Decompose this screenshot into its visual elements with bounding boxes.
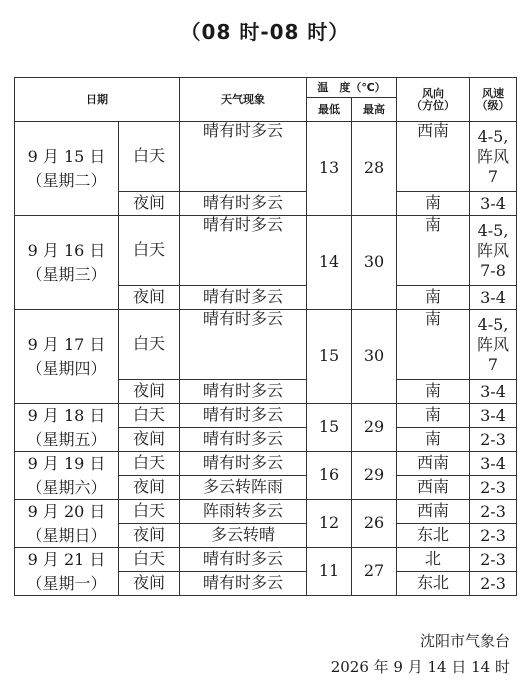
temp-min-cell: 15 [307,310,352,404]
weekday-label: （星期三） [26,264,107,284]
header-date: 日期 [15,78,180,122]
weather-cell: 晴有时多云 [180,216,307,286]
table-row [15,122,517,192]
header-min: 最低 [307,98,352,122]
period-label: 白天 [119,548,180,572]
period-label: 白天 [119,500,180,524]
date-label: 9 月 15 日 [27,147,106,167]
page-title: （08 时-08 时） [180,20,350,44]
issuing-office: 沈阳市气象台 [419,632,510,650]
table-row [15,310,517,380]
wind-dir-cell: 东北 [397,572,470,596]
weekday-label: （星期日） [26,525,107,545]
wind-speed-cell: 2-3 [470,572,517,596]
weather-cell: 晴有时多云 [180,286,307,310]
wind-dir-cell: 南 [397,404,470,428]
weather-cell: 晴有时多云 [180,572,307,596]
wind-speed-cell: 2-3 [470,548,517,572]
wind-dir-cell: 北 [397,548,470,572]
table-row [15,216,517,286]
date-cell [15,500,119,548]
temp-min-cell: 11 [307,548,352,596]
wind-dir-cell: 南 [397,192,470,216]
wind-speed-cell: 3-4 [470,380,517,404]
temp-max-cell: 29 [352,404,397,452]
wind-dir-cell: 南 [397,380,470,404]
wind-dir-cell: 西南 [397,452,470,476]
date-cell [15,122,119,216]
wind-speed-cell: 3-4 [470,286,517,310]
wind-speed-cell: 3-4 [470,404,517,428]
table-row [15,548,517,572]
wind-speed-cell: 2-3 [470,500,517,524]
temp-max-cell: 30 [352,310,397,404]
forecast-body [15,122,517,596]
weather-cell: 晴有时多云 [180,192,307,216]
header-temp: 温 度（℃） [307,78,397,98]
wind-speed-cell: 4-5, 阵风 7-8 [470,216,517,286]
weather-cell: 晴有时多云 [180,548,307,572]
weather-cell: 晴有时多云 [180,428,307,452]
weekday-label: （星期四） [26,358,107,378]
date-label: 9 月 16 日 [27,241,106,261]
temp-min-cell: 14 [307,216,352,310]
period-label: 白天 [119,452,180,476]
temp-max-cell: 27 [352,548,397,596]
date-label: 9 月 19 日 [27,454,106,474]
period-label: 夜间 [119,286,180,310]
weekday-label: （星期二） [26,170,107,190]
date-label: 9 月 21 日 [27,550,106,570]
period-label: 夜间 [119,572,180,596]
header-weather: 天气现象 [180,78,307,122]
wind-speed-cell: 2-3 [470,476,517,500]
period-label: 白天 [119,122,180,192]
wind-dir-cell: 西南 [397,500,470,524]
forecast-table [14,77,517,596]
wind-dir-cell: 西南 [397,476,470,500]
date-cell [15,548,119,596]
wind-speed-cell: 4-5, 阵风 7 [470,122,517,192]
weekday-label: （星期五） [26,429,107,449]
weather-cell: 晴有时多云 [180,380,307,404]
temp-min-cell: 16 [307,452,352,500]
header-max: 最高 [352,98,397,122]
table-row [15,500,517,524]
temp-max-cell: 30 [352,216,397,310]
temp-min-cell: 12 [307,500,352,548]
period-label: 白天 [119,404,180,428]
date-cell [15,404,119,452]
wind-dir-cell: 南 [397,216,470,286]
wind-speed-cell: 3-4 [470,452,517,476]
weather-cell: 阵雨转多云 [180,500,307,524]
wind-dir-cell: 南 [397,428,470,452]
weather-cell: 晴有时多云 [180,310,307,380]
header-wind-dir: 风向 （方位） [397,78,470,122]
table-row [15,404,517,428]
wind-dir-cell: 东北 [397,524,470,548]
temp-max-cell: 28 [352,122,397,216]
period-label: 夜间 [119,476,180,500]
weather-cell: 多云转阵雨 [180,476,307,500]
temp-max-cell: 26 [352,500,397,548]
temp-min-cell: 15 [307,404,352,452]
wind-speed-cell: 2-3 [470,428,517,452]
weather-cell: 多云转晴 [180,524,307,548]
wind-speed-cell: 3-4 [470,192,517,216]
wind-dir-cell: 南 [397,286,470,310]
period-label: 白天 [119,310,180,380]
wind-dir-cell: 西南 [397,122,470,192]
wind-speed-cell: 2-3 [470,524,517,548]
header-wind-speed: 风速 （级） [470,78,517,122]
date-cell [15,452,119,500]
date-label: 9 月 18 日 [27,406,106,426]
table-row [15,452,517,476]
weather-cell: 晴有时多云 [180,452,307,476]
period-label: 白天 [119,216,180,286]
issue-time: 2026 年 9 月 14 日 14 时 [330,658,510,676]
period-label: 夜间 [119,524,180,548]
period-label: 夜间 [119,428,180,452]
date-label: 9 月 17 日 [27,335,106,355]
footer [331,628,510,680]
weather-cell: 晴有时多云 [180,404,307,428]
weekday-label: （星期六） [26,477,107,497]
wind-speed-cell: 4-5, 阵风 7 [470,310,517,380]
weekday-label: （星期一） [26,573,107,593]
date-label: 9 月 20 日 [27,502,106,522]
temp-max-cell: 29 [352,452,397,500]
wind-dir-cell: 南 [397,310,470,380]
weather-cell: 晴有时多云 [180,122,307,192]
temp-min-cell: 13 [307,122,352,216]
date-cell [15,216,119,310]
period-label: 夜间 [119,380,180,404]
period-label: 夜间 [119,192,180,216]
date-cell [15,310,119,404]
